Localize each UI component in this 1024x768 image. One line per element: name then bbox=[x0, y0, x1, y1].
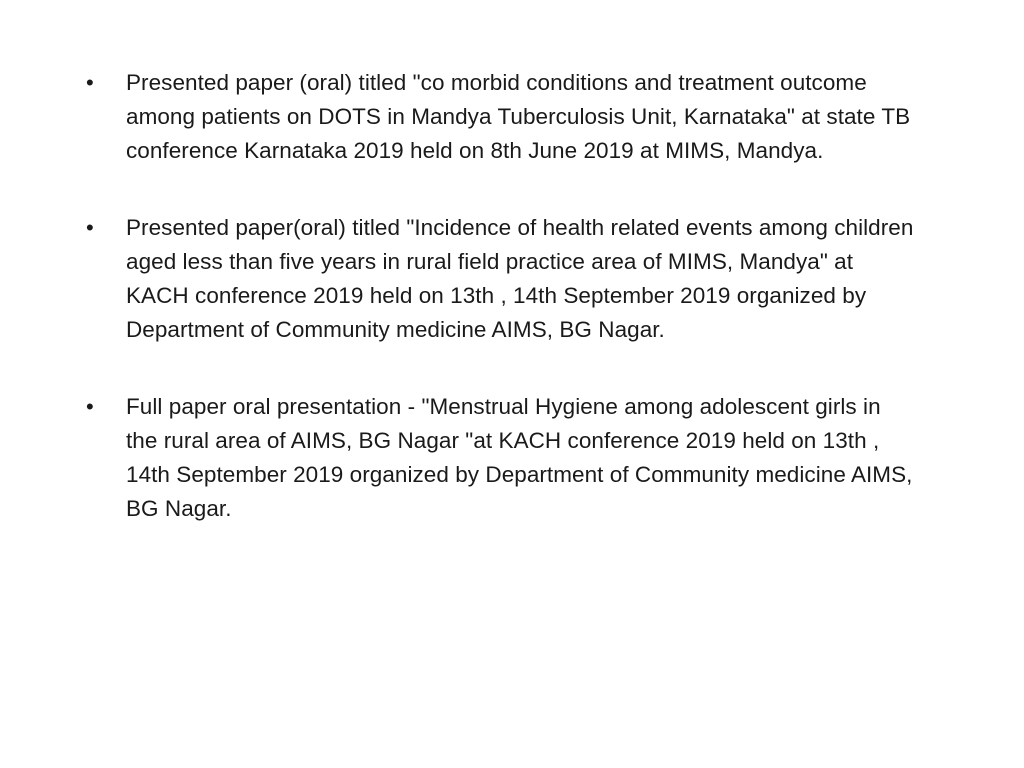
bullet-text: Presented paper (oral) titled "co morbid conditions and treatment outcome among patients on DOTS in Mandya Tuberculosis Unit, Karnataka" at state TB conference Karnataka 2019 held on 8th June 2019 at MIMS, Mandya. bbox=[126, 70, 911, 163]
list-item bbox=[80, 390, 914, 526]
list-item bbox=[80, 66, 914, 168]
bullet-list bbox=[80, 66, 914, 526]
bullet-icon: • bbox=[86, 215, 94, 240]
bullet-icon: • bbox=[86, 70, 94, 95]
bullet-icon: • bbox=[86, 394, 94, 419]
bullet-text: Full paper oral presentation - "Menstrual Hygiene among adolescent girls in the rural area of AIMS, BG Nagar "at KACH conference 2019 held on 13th , 14th September 2019 organized by Department of Community medicine AIMS, BG Nagar. bbox=[126, 394, 913, 521]
list-item bbox=[80, 211, 914, 347]
bullet-text: Presented paper(oral) titled "Incidence of health related events among children aged less than five years in rural field practice area of MIMS, Mandya" at KACH conference 2019 held on 13th , 14th September 2019 organized by Department of Community medicine AIMS, BG Nagar. bbox=[126, 215, 914, 342]
